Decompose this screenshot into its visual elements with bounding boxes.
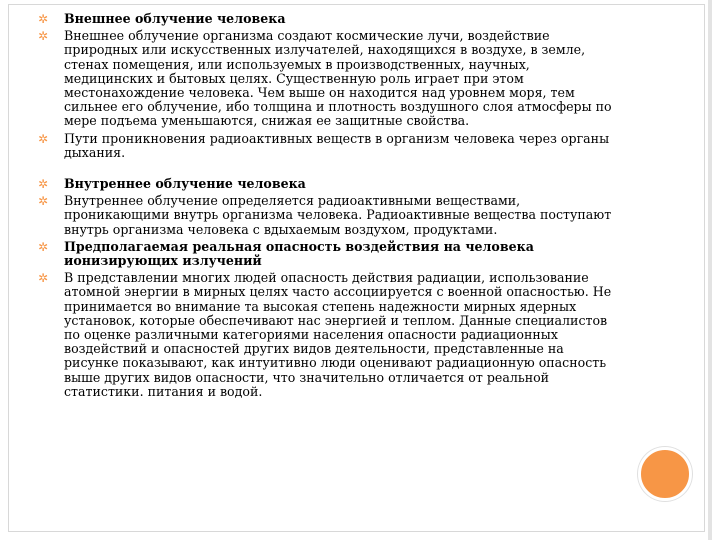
list-item [38, 194, 618, 237]
list-item [38, 29, 618, 128]
list-item [38, 271, 618, 399]
sun-bullet-icon: ✲ [38, 177, 49, 192]
sun-bullet-icon: ✲ [38, 12, 49, 26]
list-item [38, 240, 618, 268]
slide-content [38, 12, 618, 402]
paragraph-text: Внешнее облучение организма создают космические лучи, воздействие природных или искусственных излучателей, находящихся в воздухе, в земле, стенах помещения, или используемых в производственных, научных, медицинских и бытовых целях. Существенную роль играет при этом местонахождение человека. Чем выше он находится над уровнем моря, тем сильнее его облучение, ибо толщина и плотность воздушного слоя атмосферы по мере подъема уменьшаются, снижая ее защитные свойства. [64, 28, 612, 129]
paragraph-text: Внутреннее облучение определяется радиоактивными веществами, проникающими внутрь организма человека. Радиоактивные вещества поступают внутрь организма человека с вдыхаемым воздухом, продуктами. [64, 193, 612, 237]
list-item [38, 132, 618, 160]
sun-bullet-icon: ✲ [38, 29, 49, 44]
list-item [38, 177, 618, 191]
sun-bullet-icon: ✲ [38, 131, 49, 146]
sun-bullet-icon: ✲ [38, 239, 49, 254]
list-item [38, 12, 618, 26]
right-edge-stripe [708, 0, 712, 540]
heading-internal-irradiation: Внутреннее облучение человека [64, 176, 306, 192]
paragraph-text: Пути проникновения радиоактивных веществ в организм человека через органы дыхания. [64, 130, 610, 160]
decorative-orange-circle [638, 447, 692, 501]
heading-external-irradiation: Внешнее облучение человека [64, 11, 286, 26]
paragraph-text: В представлении многих людей опасность действия радиации, использование атомной энергии в мирных целях часто ассоциируется с военной опасностью. Не принимается во внимание та высокая степень надежности мирных ядерных установок, которые обеспечивают нас энергией и теплом. Данные специалистов по оценке различными категориями населения опасности радиационных воздействий и опасностей других видов деятельности, представленные на рисунке показывают, как интуитивно люди оценивают радиационную опасность выше других видов опасности, что значительно отличается от реальной статистики. питания и водой. [64, 270, 612, 399]
sun-bullet-icon: ✲ [38, 271, 49, 286]
heading-real-danger: Предполагаемая реальная опасность воздействия на человека ионизирующих излучений [64, 238, 534, 269]
sun-bullet-icon: ✲ [38, 194, 49, 209]
